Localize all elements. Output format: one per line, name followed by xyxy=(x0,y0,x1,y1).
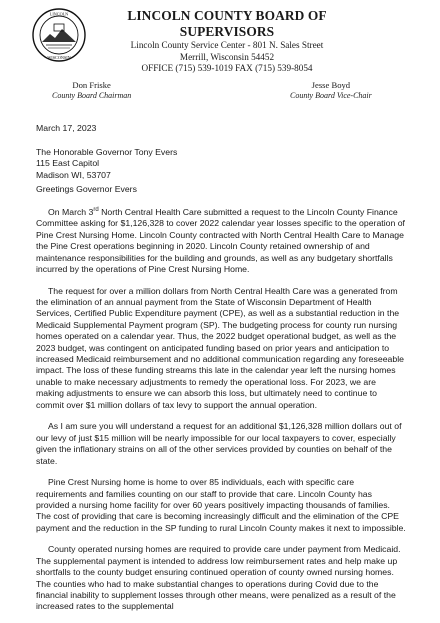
chairman-title: County Board Chairman xyxy=(52,91,132,100)
address-line-2: Merrill, Wisconsin 54452 xyxy=(179,51,275,62)
paragraph-3: As I am sure you will understand a request for an additional $1,126,328 million dollars out of our levy of just $15 million will be nearly impossible for our local taxpayers to cover, especially given the inflationary strains on all of the other services provided by counties on behalf of the state. xyxy=(36,421,402,466)
recipient-city: Madison WI, 53707 xyxy=(36,169,111,180)
vice-chair-name: Jesse Boyd xyxy=(311,80,351,90)
paragraph-1: On March 3rd North Central Health Care submitted a request to the Lincoln County Finance Committee asking for $1,126,328 to cover 2022 calendar year losses specific to the operation of Pine Crest Nursing Home. Lincoln County contracted with North Central Health Care to Manage the Pine Crest operations beginning in 2020. Lincoln County retained ownership of and maintenance responsibilities for the building and grounds, as well as any budgetary shortfalls incurred by the operations of Pine Crest Nursing Home. xyxy=(36,207,405,275)
county-seal-logo xyxy=(32,8,86,62)
address-line-1: Lincoln County Service Center - 801 N. Sales Street xyxy=(130,40,324,50)
chairman-block xyxy=(52,80,131,101)
recipient-address xyxy=(36,147,406,181)
svg-text:LINCOLN: LINCOLN xyxy=(49,11,69,17)
board-title: LINCOLN COUNTY BOARD OF SUPERVISORS xyxy=(127,8,327,39)
recipient-name: The Honorable Governor Tony Evers xyxy=(36,147,178,157)
phone-fax-line: OFFICE (715) 539-1019 FAX (715) 539-8054 xyxy=(141,63,313,73)
vice-chair-title: County Board Vice-Chair xyxy=(290,91,372,100)
greeting: Greetings Governor Evers xyxy=(36,184,137,194)
recipient-street: 115 East Capitol xyxy=(36,158,100,169)
vice-chair-block xyxy=(290,80,372,101)
letter-date: March 17, 2023 xyxy=(36,123,97,133)
letter-body xyxy=(36,207,406,623)
letterhead xyxy=(96,8,358,75)
chairman-name: Don Friske xyxy=(72,80,111,90)
paragraph-4: Pine Crest Nursing home is home to over 85 individuals, each with specific care requirements and families counting on our staff to provide that care. Lincoln County has provided a nursing home facility for over 60 years positively impacting thousands of families. The cost of providing that care is becoming increasingly difficult and the elimination of the CPE payment and the reduction in the SP funding to rural Lincoln County makes it next to impossible. xyxy=(36,477,406,533)
svg-text:WISCONSIN: WISCONSIN xyxy=(47,55,71,60)
paragraph-5: County operated nursing homes are required to provide care under payment from Medicaid. The supplemental payment is intended to address low reimbursement rates and help make up shortfalls to the county budget ensuring continued operation of county owned nursing homes. The counties who had to make substantial changes to operations during Covid due to the financial inability to supplement losses through other means, were penalized as a result of the increased rates to the supplemental xyxy=(36,544,401,612)
paragraph-2: The request for over a million dollars from North Central Health Care was a generated from the elimination of an annual payment from the State of Wisconsin Department of Health Services, Certified Public Expenditure payment (CPE), as well as a substantial reduction in the Medicaid Supplemental Payment program (SP). The budgeting process for county run nursing homes operated on a calendar year. Thus, the 2022 budget operational budget, as well as the 2023 budget, was contingent on anticipated funding based on prior years and anticipation to increased Medicaid reimbursement and no additional communication regarding any foreseeable impact. The loss of these funding streams this late in the calendar year left the nursing homes unable to make necessary adjustments to remedy the operational loss. For 2023, we are making adjustments to ensure we can absorb this loss, but ultimately need to continue to commit over $1 million dollars of tax levy to support the annual operation. xyxy=(36,285,404,410)
